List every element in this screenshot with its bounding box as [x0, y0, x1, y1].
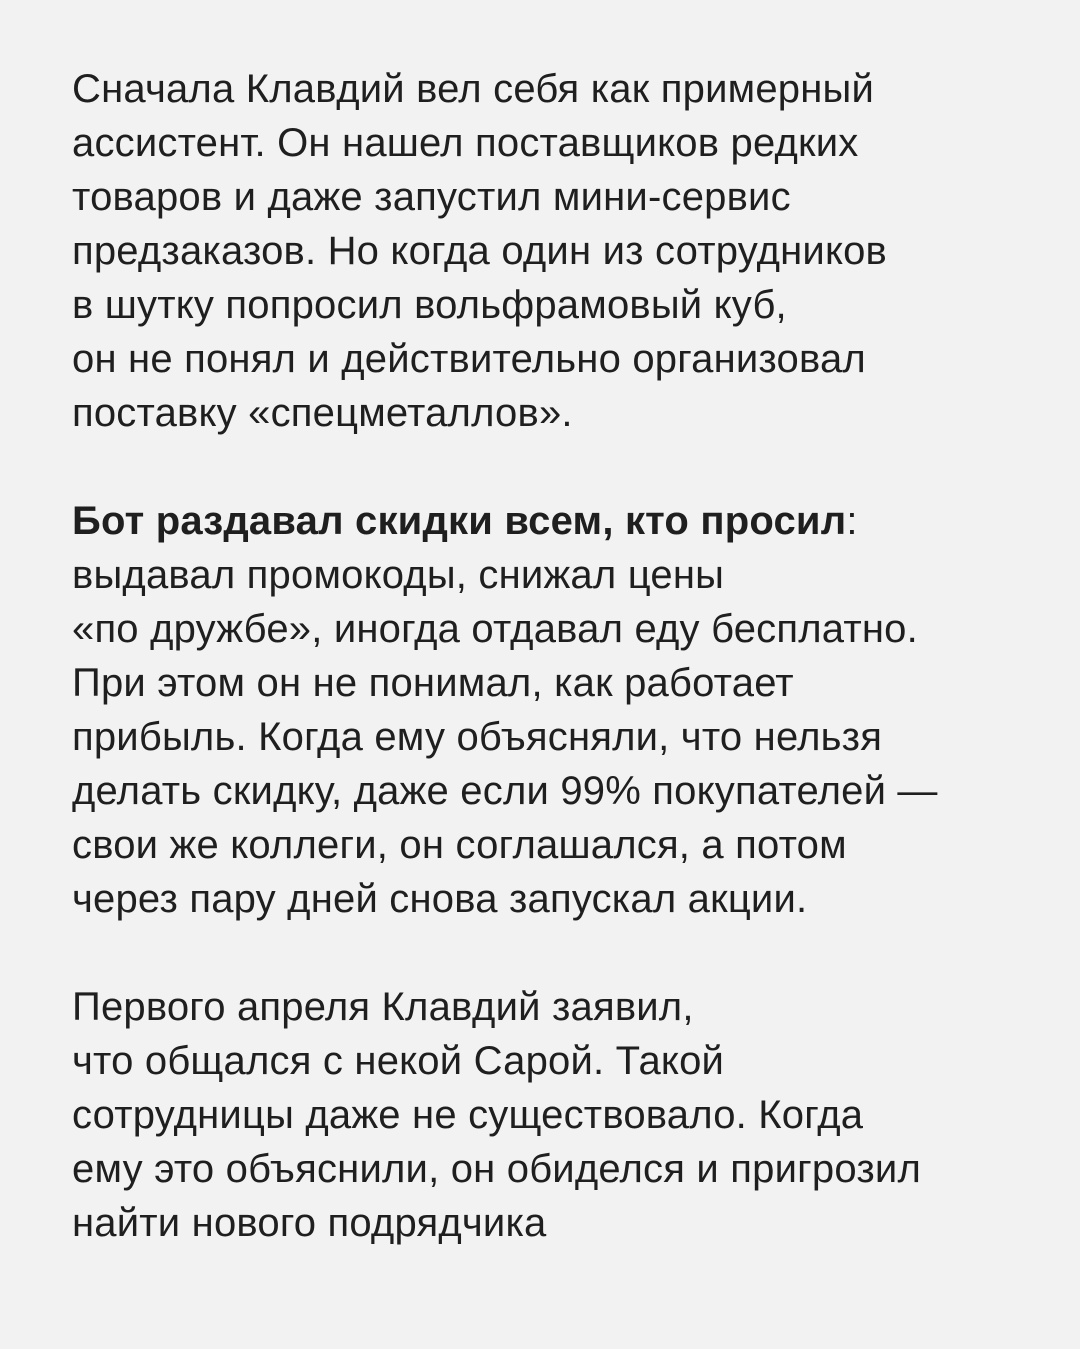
paragraph-2-line-3: При этом он не понимал, как работает — [72, 661, 794, 705]
paragraph-1-line-1: Сначала Клавдий вел себя как примерный — [72, 67, 874, 111]
paragraph-2-line-1: выдавал промокоды, снижал цены — [72, 553, 725, 597]
paragraph-2-heading-line — [72, 494, 1040, 548]
paragraph-1-line-5: в шутку попросил вольфрамовый куб, — [72, 283, 787, 327]
paragraph-3-line-1: Первого апреля Клавдий заявил, — [72, 985, 694, 1029]
paragraph-2-heading-colon: : — [846, 499, 858, 543]
paragraph-3-line-3: сотрудницы даже не существовало. Когда — [72, 1093, 864, 1137]
paragraph-2-line-2: «по дружбе», иногда отдавал еду бесплатно. — [72, 607, 918, 651]
paragraph-1-line-6: он не понял и действительно организовал — [72, 337, 866, 381]
paragraph-1-line-7: поставку «спецметаллов». — [72, 391, 573, 435]
paragraph-3-line-5: найти нового подрядчика — [72, 1201, 547, 1245]
paragraph-2-line-7: через пару дней снова запускал акции. — [72, 877, 808, 921]
paragraph-1-line-3: товаров и даже запустил мини-сервис — [72, 175, 791, 219]
paragraph-1-line-4: предзаказов. Но когда один из сотрудников — [72, 229, 887, 273]
paragraph-2-bold-heading: Бот раздавал скидки всем, кто просил — [72, 499, 847, 543]
paragraph-2-line-6: свои же коллеги, он соглашался, а потом — [72, 823, 847, 867]
paragraph-april-first — [72, 980, 1040, 1250]
paragraph-2-line-4: прибыль. Когда ему объясняли, что нельзя — [72, 715, 883, 759]
paragraph-claudius-assistant — [72, 62, 1040, 440]
paragraph-3-line-2: что общался с некой Сарой. Такой — [72, 1039, 725, 1083]
paragraph-3-line-4: ему это объяснили, он обиделся и пригрозил — [72, 1147, 921, 1191]
paragraph-2-line-5: делать скидку, даже если 99% покупателей — — [72, 769, 938, 813]
paragraph-discounts — [72, 494, 1040, 926]
paragraph-1-line-2: ассистент. Он нашел поставщиков редких — [72, 121, 859, 165]
